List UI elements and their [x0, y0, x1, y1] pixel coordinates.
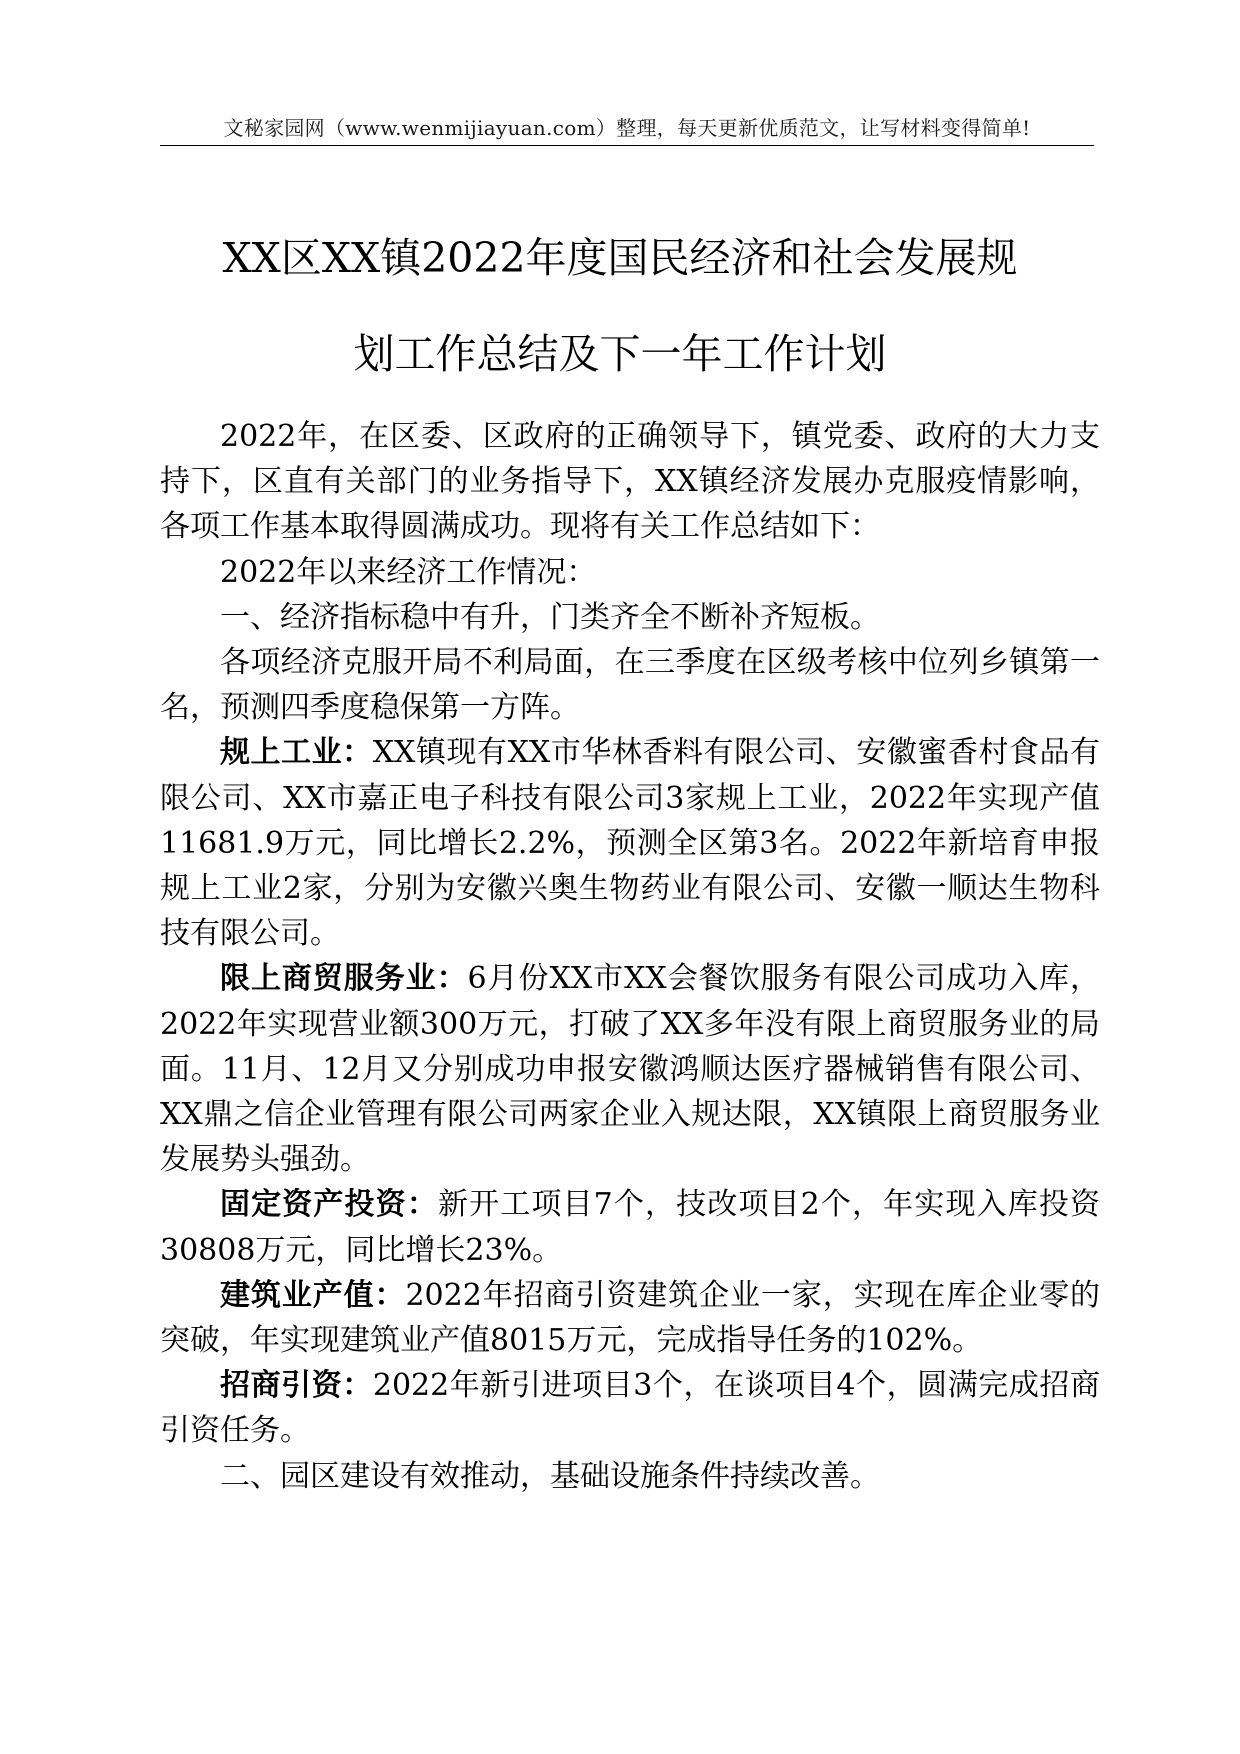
header-rule [160, 145, 1094, 146]
paragraph-lead: 招商引资： [220, 1368, 373, 1404]
page-header: 文秘家园网（www.wenmijiayuan.com）整理，每天更新优质范文，让写材料变得简单! [223, 116, 1031, 140]
paragraph: 规上工业：XX镇现有XX市华林香料有限公司、安徽蜜香村食品有限公司、XX市嘉正电子科技有限公司3家规上工业，2022年实现产值11681.9万元，同比增长2.2%，预测全区第3名。2022年新培育申报规上工业2家，分别为安徽兴奥生物药业有限公司、安徽一顺达生物科技有限公司。 [160, 735, 1100, 952]
document-title [155, 210, 1085, 402]
paragraph-lead: 规上工业： [220, 735, 373, 771]
paragraph-lead: 建筑业产值： [220, 1277, 406, 1313]
paragraph: 各项经济克服开局不利局面，在三季度在区级考核中位列乡镇第一名，预测四季度稳保第一方阵。 [160, 645, 1100, 726]
paragraph: 2022年，在区委、区政府的正确领导下，镇党委、政府的大力支持下，区直有关部门的业务指导下，XX镇经济发展办克服疫情影响，各项工作基本取得圆满成功。现将有关工作总结如下： [160, 419, 1100, 545]
title-line-1: XX区XX镇2022年度国民经济和社会发展规 [222, 234, 1018, 282]
paragraph: 限上商贸服务业：6月份XX市XX会餐饮服务有限公司成功入库，2022年实现营业额300万元，打破了XX多年没有限上商贸服务业的局面。11月、12月又分别成功申报安徽鸿顺达医疗器械销售有限公司、XX鼎之信企业管理有限公司两家企业入规达限，XX镇限上商贸服务业发展势头强劲。 [160, 961, 1100, 1178]
paragraph-lead: 限上商贸服务业： [220, 961, 468, 997]
document-body [160, 414, 1100, 1499]
paragraph: 2022年以来经济工作情况： [220, 554, 597, 590]
title-line-2: 划工作总结及下一年工作计划 [353, 330, 887, 378]
paragraph: 招商引资：2022年新引进项目3个，在谈项目4个，圆满完成招商引资任务。 [160, 1368, 1101, 1449]
section-heading: 一、经济指标稳中有升，门类齐全不断补齐短板。 [220, 599, 880, 635]
paragraph: 固定资产投资：新开工项目7个，技改项目2个，年实现入库投资30808万元，同比增长23%。 [160, 1187, 1100, 1268]
section-heading: 二、园区建设有效推动，基础设施条件持续改善。 [220, 1458, 880, 1494]
paragraph-lead: 固定资产投资： [220, 1187, 438, 1223]
paragraph: 建筑业产值：2022年招商引资建筑企业一家，实现在库企业零的突破，年实现建筑业产值8015万元，完成指导任务的102%。 [160, 1277, 1101, 1359]
